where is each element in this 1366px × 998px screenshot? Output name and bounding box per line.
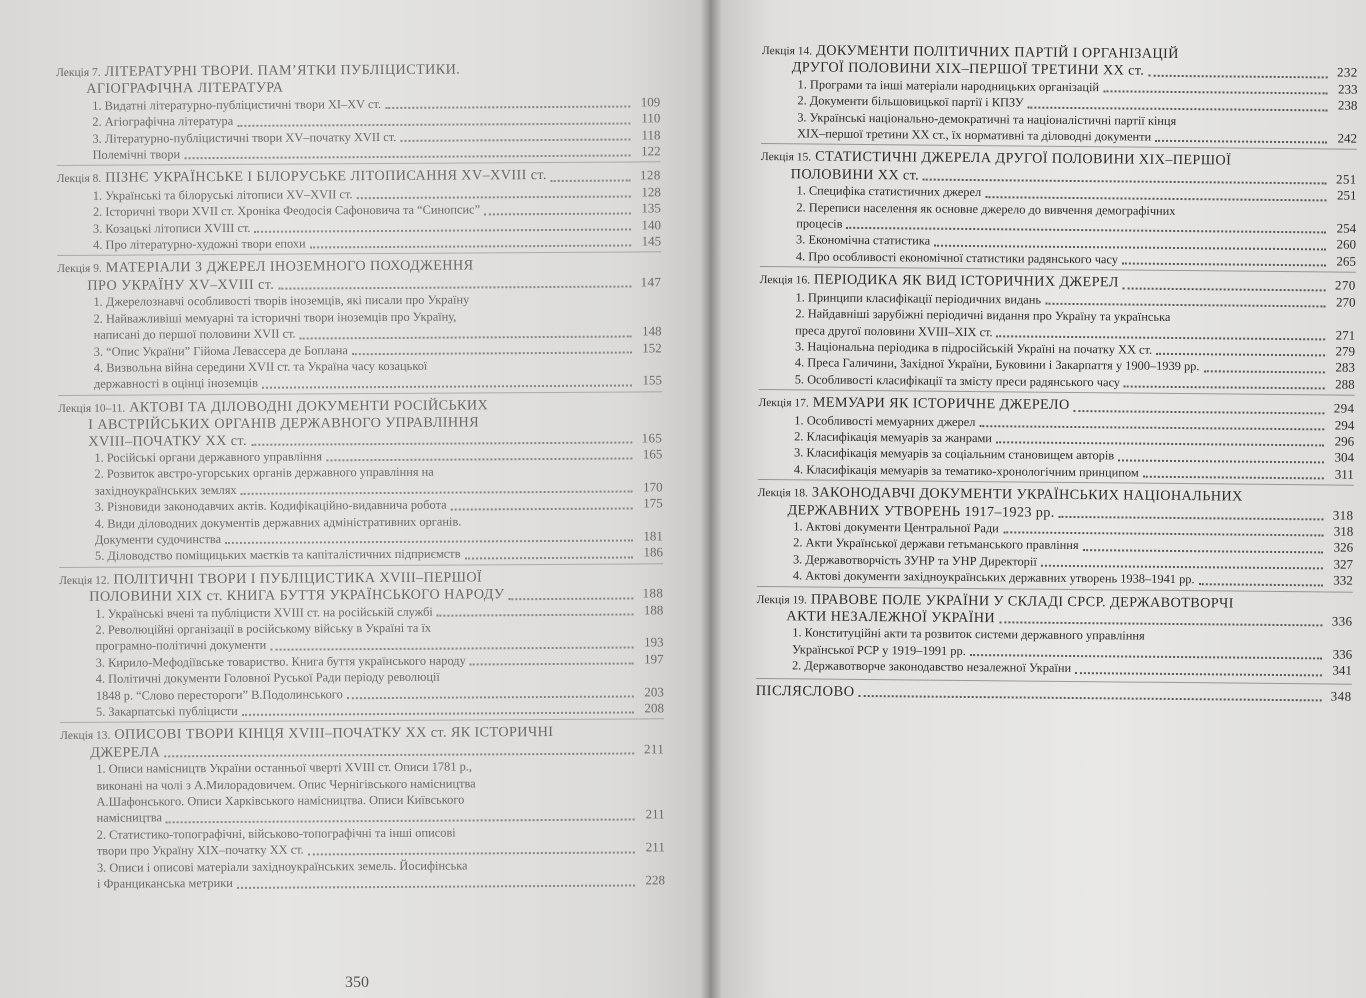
dot-leader (1203, 370, 1324, 373)
dot-leader (347, 696, 634, 700)
page-ref: 135 (641, 200, 661, 216)
page-ref: 270 (1335, 294, 1356, 310)
lecture-number: Лекція 13. (60, 730, 111, 743)
page-ref: 294 (1334, 417, 1355, 433)
entry-text: написані до першої половини XVII ст. (93, 326, 296, 342)
entry-text: 2. Розвиток австро-угорських органів державного управління на (94, 465, 434, 482)
entry-text: 4. Класифікація мемуарів за тематико-хронологічним принципом (793, 462, 1139, 480)
lecture-title: ДРУГОЇ ПОЛОВИНИ XIX–ПЕРШОЇ ТРЕТИНИ XX ст. (791, 59, 1145, 80)
lecture-title: АКТИ НЕЗАЛЕЖНОЇ УКРАЇНИ (786, 608, 996, 627)
page-ref: 155 (642, 372, 663, 388)
entry-text: 3. Козацькі літописи XVIII ст. (92, 220, 251, 236)
dot-leader (1123, 287, 1326, 291)
entry-text: західноукраїнських землях (94, 482, 237, 498)
entry-text: 1. Принципи класифікації періодичних видань (795, 290, 1042, 307)
lecture-section (57, 162, 662, 254)
entry-text: 3. Українські національно-демократичні та націоналістичні партії кінця (797, 109, 1177, 128)
entry-text: 4. Про літературно-художні твори епохи (93, 236, 306, 252)
toc-entry (756, 683, 1352, 705)
entry-text: Української РСР у 1919–1991 рр. (792, 642, 966, 658)
dot-leader (997, 335, 1326, 340)
entry-text: 2. Статистико-топографічні, військово-топографічні та інші описові (96, 825, 456, 842)
lecture-number: Лекція 7. (56, 66, 101, 79)
entry-text: 1. Російські органи державного управління (94, 449, 323, 465)
page-ref: 348 (1330, 688, 1352, 704)
toc-entry (59, 545, 663, 565)
lecture-section (59, 563, 664, 720)
lecture-title: ЗАКОНОДАВЧІ ДОКУМЕНТИ УКРАЇНСЬКИХ НАЦІОНАЛЬНИХ (811, 484, 1243, 505)
dot-leader (470, 663, 634, 666)
dot-leader (1156, 353, 1325, 357)
page-ref: 336 (1331, 613, 1353, 629)
dot-leader (385, 106, 630, 109)
entry-text: 3. Національна періодика в підросійській Україні на початку XX ст. (794, 339, 1153, 357)
page-ref: 140 (641, 216, 662, 233)
dot-leader (996, 442, 1324, 447)
entry-text: 2. Державотворче законодавство незалежної України (791, 658, 1072, 676)
dot-leader (166, 818, 635, 823)
dot-leader (1028, 106, 1328, 111)
entry-text: 3. Класифікація мемуарів за соціальним становищем авторів (793, 445, 1115, 463)
dot-leader (241, 491, 633, 495)
dot-leader (1155, 140, 1327, 144)
dot-leader (237, 884, 635, 888)
toc-entry (60, 700, 664, 720)
lecture-number: Лекція 14. (761, 44, 813, 58)
entry-text: 5. Закарпатські публіцисти (95, 703, 238, 719)
lecture-title: XVIII–ПОЧАТКУ XX ст. (88, 432, 247, 450)
lecture-number: Лекція 15. (760, 151, 812, 164)
dot-leader (1075, 672, 1322, 676)
dot-leader (1045, 303, 1325, 308)
page-ref: 332 (1333, 572, 1353, 588)
lecture-title: І АВСТРІЙСЬКИХ ОРГАНІВ ДЕРЖАВНОГО УПРАВЛІННЯ (88, 414, 480, 433)
dot-leader (1083, 549, 1324, 553)
entry-text: твори про Україну XIX–початку XX ст. (96, 842, 304, 859)
lecture-title: АКТОВІ ТА ДІЛОВОДНІ ДОКУМЕНТИ РОСІЙСЬКИХ (129, 397, 489, 416)
page-ref: 233 (1337, 81, 1358, 97)
entry-text: 2. Класифікація мемуарів за жанрами (794, 429, 993, 446)
lecture-title: ПЕРІОДИКА ЯК ВИД ІСТОРИЧНИХ ДЖЕРЕЛ (813, 271, 1119, 291)
page-ref: 327 (1333, 556, 1354, 572)
entry-text: 2. Історичні твори XVII ст. Хроніка Феодосія Сафоновича та “Синопсис” (92, 202, 481, 220)
page-ref: 188 (643, 601, 664, 618)
entry-text: 1. Описи намісництв України останньої чверті XVIII ст. Описи 1781 р., (96, 759, 473, 777)
page-ref: 181 (643, 528, 663, 544)
lecture-title: ПОЛІТИЧНІ ТВОРИ І ПУБЛІЦИСТИКА XVIII–ПЕРШОЇ (113, 569, 483, 588)
entry-text: і Франциканська метрики (96, 876, 233, 891)
dot-leader (237, 122, 630, 126)
page-ref: 145 (641, 233, 662, 249)
page-ref: 197 (644, 651, 664, 667)
page-ref: 193 (644, 634, 664, 650)
page-ref: 118 (641, 126, 661, 143)
page-ref: 232 (1336, 64, 1358, 81)
entry-text: 2. Документи більшовицької партії і КПЗУ (797, 93, 1024, 110)
dot-leader (465, 556, 633, 559)
lecture-title: ДОКУМЕНТИ ПОЛІТИЧНИХ ПАРТІЙ І ОРГАНІЗАЦІЙ (816, 42, 1179, 63)
lecture-section (60, 719, 665, 893)
dot-leader (184, 155, 630, 160)
page-ref: 304 (1334, 449, 1355, 466)
dot-leader (508, 597, 633, 600)
dot-leader (310, 245, 631, 249)
dot-leader (451, 507, 633, 510)
dot-leader (352, 351, 632, 355)
entry-text: 4. Преса Галичини, Західної України, Буковини і Закарпаття у 1900–1939 рр. (794, 355, 1200, 374)
page-ref: 165 (641, 429, 663, 445)
entry-text: 3. Описи і описові матеріали західноукраїнських земель. Йосифінська (96, 858, 468, 875)
entry-text: державності в оцінці іноземців (93, 376, 258, 392)
lecture-title: ПРО УКРАЇНУ XV–XVIII ст. (87, 276, 275, 294)
entry-text: 1. Програми та інші матеріали народницьких організацій (797, 77, 1100, 95)
afterword-section (756, 678, 1352, 705)
dot-leader (1143, 476, 1324, 480)
entry-text: 3. Різновиди законодавчих актів. Кодифікаційно-видавнича робота (94, 497, 447, 514)
dot-leader (1118, 459, 1324, 463)
page-ref: 170 (643, 479, 663, 495)
entry-text: 4. Політичні документи Головної Руської Ради періоду революції (95, 669, 440, 686)
dot-leader (251, 441, 632, 445)
lecture-number: Лекція 10–11. (58, 402, 126, 415)
dot-leader (1003, 532, 1324, 537)
page-ref: 211 (645, 839, 665, 855)
table-of-contents-right (756, 40, 1358, 705)
dot-leader (400, 139, 630, 142)
entry-text: процесів (796, 216, 843, 231)
dot-leader (1103, 90, 1327, 94)
dot-leader (242, 712, 634, 716)
dot-leader (278, 286, 631, 290)
dot-leader (164, 753, 634, 758)
entry-text: 1848 р. “Слово перестороги” В.Подолинського (95, 686, 343, 703)
toc-entry (57, 233, 661, 253)
page-ref: 336 (1332, 646, 1353, 662)
page-ref: 128 (639, 167, 661, 183)
page-ref: 318 (1333, 523, 1354, 539)
lecture-title: ПІЗНЄ УКРАЇНСЬКЕ І БІЛОРУСЬКЕ ЛІТОПИСАННЯ XV–XVIII ст. (105, 167, 547, 187)
page-ref: 238 (1337, 97, 1358, 113)
page-ref: 294 (1333, 400, 1355, 416)
lecture-title: ЛІТЕРАТУРНІ ТВОРИ. ПАМ’ЯТКИ ПУБЛІЦИСТИКИ. (104, 61, 461, 80)
lecture-title: АГІОГРАФІЧНА ЛІТЕРАТУРА (86, 80, 284, 98)
lecture-title: ПРАВОВЕ ПОЛЕ УКРАЇНИ У СКЛАДІ СРСР. ДЕРЖАВОТВОРЧІ (810, 591, 1234, 612)
entry-text: 2. Революційні організації в російському війську в Україні та їх (95, 620, 432, 637)
entry-text: 3. Кирило-Мефодіївське товариство. Книга буття українського народу (95, 653, 466, 670)
lecture-title: ПОЛОВИНИ XX ст. (790, 166, 920, 184)
lecture-number: Лекція 12. (59, 574, 110, 587)
entry-text: 4. Про особливості економічної статистики радянського часу (795, 249, 1119, 267)
entry-text: 5. Діловодство поміщицьких маєтків та капіталістичних підприємств (94, 546, 461, 564)
lecture-section (58, 391, 663, 565)
page-ref: 148 (642, 323, 662, 339)
dot-leader (308, 851, 635, 855)
page-ref: 251 (1336, 187, 1357, 203)
lecture-title: ПОЛОВИНИ XIX ст. КНИГА БУТТЯ УКРАЇНСЬКОГО НАРОДУ (89, 586, 505, 605)
page-ref: 341 (1332, 662, 1353, 678)
page-ref: 271 (1335, 327, 1356, 343)
entry-text: 1. Українські вчені та публіцисти XVIII ст. на російській службі (95, 604, 433, 621)
page-ref: 175 (643, 495, 663, 511)
dot-leader (1074, 410, 1325, 414)
lecture-title: СТАТИСТИЧНІ ДЖЕРЕЛА ДРУГОЇ ПОЛОВИНИ XIX–ПЕРШОЇ (815, 148, 1232, 169)
toc-entry (61, 872, 665, 892)
entry-text: 3. Літературно-публіцистичні твори XV–початку XVII ст. (92, 129, 397, 146)
entry-text: 4. Види діловодних документів державних адміністративних органів. (94, 514, 462, 531)
lecture-section (57, 252, 662, 393)
page-ref: 211 (645, 806, 665, 822)
entry-text: 1. Специфіка статистичних джерел (796, 183, 982, 200)
lecture-section (759, 266, 1356, 393)
book-gutter (700, 0, 722, 998)
lecture-title: МЕМУАРИ ЯК ІСТОРИЧНЕ ДЖЕРЕЛО (812, 394, 1070, 414)
page-ref: 188 (642, 585, 664, 601)
lecture-section (757, 479, 1354, 589)
dot-leader (270, 646, 633, 650)
entry-text: Документи судочинства (94, 531, 222, 547)
dot-leader (1199, 583, 1323, 586)
dot-leader (357, 196, 631, 200)
page-ref: 265 (1336, 253, 1356, 269)
table-of-contents-left (56, 58, 665, 892)
page-ref: 152 (642, 339, 662, 355)
dot-leader (1124, 386, 1325, 390)
lecture-number: Лекція 18. (757, 487, 809, 500)
dot-leader (262, 384, 632, 388)
page-ref: 260 (1336, 236, 1357, 253)
dot-leader (999, 622, 1322, 627)
entry-text: виконані на чолі з А.Милорадовичем. Опис Чернігівського намісництва (96, 776, 476, 793)
entry-text: намісництва (96, 810, 163, 826)
page-ref: 270 (1334, 277, 1356, 293)
dot-leader (326, 458, 632, 462)
entry-text: 4. Визвольна війна середини XVII ст. та Україна часу козацької (93, 358, 428, 375)
entry-text: Полемічні твори (92, 147, 181, 162)
dot-leader (551, 179, 631, 181)
page-ref: 254 (1336, 220, 1357, 236)
entry-text: 5. Особливості класифікації та змісту преси радянського часу (794, 372, 1121, 390)
dot-leader (985, 196, 1326, 201)
dot-leader (1059, 516, 1324, 521)
page-ref: 279 (1335, 343, 1356, 359)
entry-text: А.Шафонського. Описи Харківського намісництва. Описи Київського (96, 792, 465, 809)
page-ref: 311 (1334, 466, 1354, 482)
right-page (708, 0, 1366, 998)
entry-text: преса другої половини XVIII–XIX ст. (795, 322, 993, 339)
page-ref: 122 (641, 143, 661, 159)
lecture-number: Лекція 16. (759, 274, 811, 287)
toc-entry (57, 143, 661, 163)
entry-text: 2. Акти Української держави гетьманського правління (793, 535, 1079, 553)
entry-text: 3. Економічна статистика (796, 232, 931, 249)
dot-leader (859, 695, 1322, 701)
entry-text: 3. Державотворчість ЗУНР та УНР Директорії (792, 552, 1037, 569)
dot-leader (255, 229, 632, 233)
entry-text: 2. Найдавніші зарубіжні періодичні видання про Україну та українська (795, 306, 1171, 325)
page-ref: 110 (641, 110, 661, 126)
entry-text: 4. Актові документи західноукраїнських державних утворень 1938–1941 рр. (792, 568, 1195, 587)
lecture-title: ДЖЕРЕЛА (90, 744, 161, 761)
page-ref: 203 (644, 683, 664, 700)
entry-text: 1. Джерелознавчі особливості творів іноземців, які писали про Україну (93, 292, 470, 310)
page-number: 350 (345, 974, 369, 991)
lecture-number: Лекція 9. (57, 263, 102, 276)
entry-text: 3. “Опис України” Гійома Левассера де Боплана (93, 342, 348, 359)
page-ref: 165 (642, 446, 663, 462)
lecture-section (758, 389, 1355, 483)
page-ref: 186 (643, 544, 664, 560)
entry-text: 1. Актові документи Центральної Ради (793, 519, 999, 536)
page-ref: 147 (640, 274, 662, 290)
page-ref: 251 (1335, 171, 1357, 187)
page-ref: 283 (1335, 359, 1355, 376)
lecture-section (760, 143, 1357, 270)
dot-leader (437, 613, 634, 616)
lecture-number: Лекція 19. (756, 593, 807, 607)
lecture-number: Лекція 8. (56, 173, 102, 186)
page-ref: 318 (1332, 507, 1354, 523)
page-ref: 288 (1335, 376, 1355, 392)
entry-text: 1. Конституційні акти та розвиток системи державного управління (792, 625, 1145, 644)
page-ref: 128 (641, 184, 661, 200)
lecture-section (761, 40, 1358, 147)
entry-text: 2. Агіографічна література (92, 114, 234, 129)
entry-text: програмно-політичні документи (95, 638, 267, 654)
page-ref: 211 (643, 741, 665, 757)
page-ref: 326 (1333, 539, 1354, 556)
lecture-title: ДЕРЖАВНИХ УТВОРЕНЬ 1917–1923 рр. (787, 501, 1055, 521)
lecture-title: ОПИСОВІ ТВОРИ КІНЦЯ XVIII–ПОЧАТКУ XX ст. ЯК ІСТОРИЧНІ (114, 724, 554, 744)
dot-leader (225, 540, 633, 544)
entry-text: ПІСЛЯСЛОВО (755, 682, 855, 700)
lecture-number: Лекція 17. (758, 397, 809, 410)
page-ref: 242 (1337, 130, 1358, 146)
entry-text: 2. Переписи населення як основне джерело до вивчення демографічних (796, 199, 1176, 218)
dot-leader (300, 335, 632, 339)
lecture-title: МАТЕРІАЛИ З ДЖЕРЕЛ ІНОЗЕМНОГО ПОХОДЖЕННЯ (105, 257, 474, 277)
page-ref: 228 (645, 872, 666, 888)
dot-leader (484, 212, 631, 215)
lecture-section (756, 586, 1353, 680)
entry-text: XIX–першої третини XX ст., їх нормативні та діловодні документи (797, 126, 1152, 144)
dot-leader (1122, 263, 1326, 267)
entry-text: 1. Видатні літературно-публіцистичні твори XI–XV ст. (92, 96, 382, 113)
page-ref: 296 (1334, 433, 1355, 449)
dot-leader (1041, 565, 1323, 570)
entry-text: 2. Найважливіші мемуарні та історичні твори іноземців про Україну, (93, 309, 457, 326)
entry-text: 1. Особливості мемуарних джерел (794, 412, 976, 429)
dot-leader (1148, 75, 1327, 79)
page-ref: 208 (644, 700, 665, 716)
page-ref: 109 (640, 94, 661, 110)
entry-text: 1. Українські та білоруські літописи XV–XVII ст. (92, 187, 353, 203)
toc-entry (58, 373, 662, 393)
lecture-section (56, 58, 661, 163)
